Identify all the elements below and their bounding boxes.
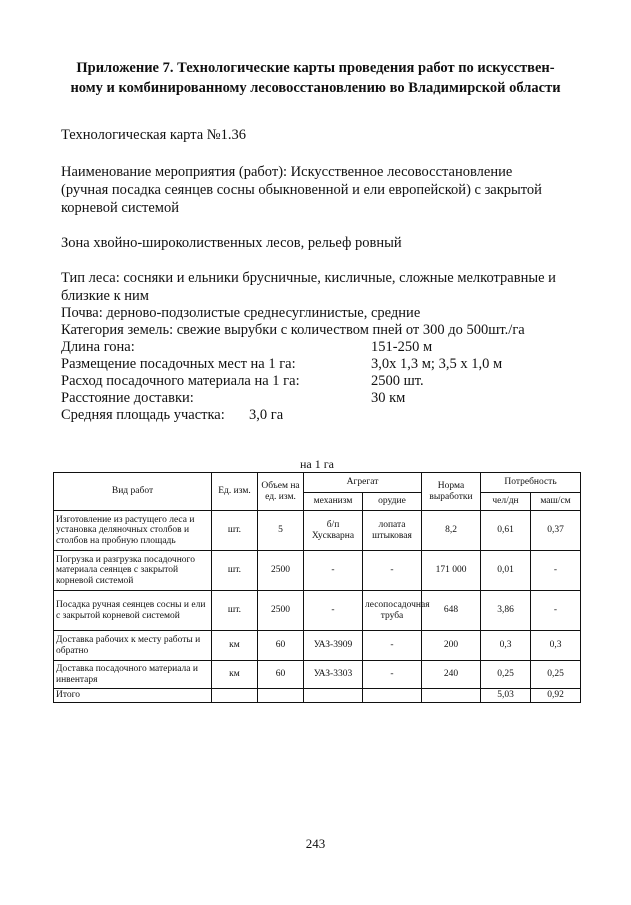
total-label: Итого [54, 689, 212, 703]
header-norm: Норма выработки [422, 473, 481, 511]
works-table [53, 472, 581, 703]
cell-volume: 2500 [258, 591, 304, 631]
soil-line: Почва: дерново-подзолистые среднесуглинистые, средние [61, 305, 421, 321]
param-label: Длина гона: [61, 339, 135, 355]
header-work-type: Вид работ [54, 473, 212, 511]
header-person-days: чел/дн [481, 493, 531, 511]
cell-machine-shifts: 0,37 [531, 511, 581, 551]
empty-cell [422, 689, 481, 703]
cell-person-days: 0,3 [481, 631, 531, 661]
cell-tool: - [363, 631, 422, 661]
cell-volume: 2500 [258, 551, 304, 591]
cell-norm: 200 [422, 631, 481, 661]
zone-line: Зона хвойно-широколиственных лесов, рельеф ровный [61, 235, 402, 251]
param-value: 3,0х 1,3 м; 3,5 х 1,0 м [371, 356, 503, 372]
heading-line-1: Приложение 7. Технологические карты проведения работ по искусствен- [76, 60, 555, 76]
cell-machine-shifts: - [531, 551, 581, 591]
total-row [54, 689, 581, 703]
page-number: 243 [305, 836, 326, 851]
empty-cell [258, 689, 304, 703]
header-need: Потребность [481, 473, 581, 493]
cell-tool: - [363, 661, 422, 689]
cell-unit: шт. [212, 591, 258, 631]
cell-mechanism: УАЗ-3303 [304, 661, 363, 689]
cell-tool: лесопосадочная труба [363, 591, 422, 631]
cell-mechanism: - [304, 551, 363, 591]
cell-person-days: 0,25 [481, 661, 531, 689]
cell-machine-shifts: 0,25 [531, 661, 581, 689]
header-tool: орудие [363, 493, 422, 511]
cell-tool: лопата штыковая [363, 511, 422, 551]
cell-unit: шт. [212, 551, 258, 591]
empty-cell [304, 689, 363, 703]
cell-mechanism: б/п Хускварна [304, 511, 363, 551]
cell-person-days: 3,86 [481, 591, 531, 631]
forest-type-line-2: близкие к ним [61, 288, 149, 304]
cell-work: Посадка ручная сеянцев сосны и ели с закрытой корневой системой [54, 591, 212, 631]
param-value: 151-250 м [371, 339, 433, 355]
param-value: 30 км [371, 390, 406, 406]
event-line-2: (ручная посадка сеянцев сосны обыкновенной и ели европейской) с закрытой [61, 182, 542, 198]
table-row [54, 661, 581, 689]
forest-type-line-1: Тип леса: сосняки и ельники брусничные, кисличные, сложные мелкотравные и [61, 270, 556, 286]
empty-cell [212, 689, 258, 703]
cell-norm: 8,2 [422, 511, 481, 551]
empty-cell [363, 689, 422, 703]
land-category-line: Категория земель: свежие вырубки с количеством пней от 300 до 500шт./га [61, 322, 525, 338]
cell-norm: 648 [422, 591, 481, 631]
header-mechanism: механизм [304, 493, 363, 511]
cell-unit: км [212, 661, 258, 689]
cell-machine-shifts: 0,3 [531, 631, 581, 661]
cell-unit: км [212, 631, 258, 661]
cell-person-days: 0,61 [481, 511, 531, 551]
event-line-1: Наименование мероприятия (работ): Искусственное лесовосстановление [61, 164, 513, 180]
cell-volume: 5 [258, 511, 304, 551]
cell-mechanism: УАЗ-3909 [304, 631, 363, 661]
header-machine-shifts: маш/см [531, 493, 581, 511]
header-unit: Ед. изм. [212, 473, 258, 511]
param-label: Расход посадочного материала на 1 га: [61, 373, 300, 389]
cell-machine-shifts: - [531, 591, 581, 631]
event-line-3: корневой системой [61, 200, 179, 216]
total-machine-shifts: 0,92 [531, 689, 581, 703]
cell-tool: - [363, 551, 422, 591]
param-label: Расстояние доставки: [61, 390, 194, 406]
cell-work: Погрузка и разгрузка посадочного материала сеянцев с закрытой корневой системой [54, 551, 212, 591]
cell-unit: шт. [212, 511, 258, 551]
cell-volume: 60 [258, 631, 304, 661]
cell-work: Доставка посадочного материала и инвентаря [54, 661, 212, 689]
avg-area-value: 3,0 га [249, 407, 284, 423]
cell-person-days: 0,01 [481, 551, 531, 591]
header-aggregate: Агрегат [304, 473, 422, 493]
table-caption: на 1 га [300, 457, 334, 471]
table-row [54, 631, 581, 661]
total-person-days: 5,03 [481, 689, 531, 703]
avg-area-label: Средняя площадь участка: [61, 407, 225, 423]
cell-norm: 171 000 [422, 551, 481, 591]
table-row [54, 551, 581, 591]
param-label: Размещение посадочных мест на 1 га: [61, 356, 296, 372]
header-volume: Объем на ед. изм. [258, 473, 304, 511]
cell-norm: 240 [422, 661, 481, 689]
heading-line-2: ному и комбинированному лесовосстановлению во Владимирской области [70, 80, 561, 96]
cell-work: Изготовление из растущего леса и установка деляночных столбов и столбов на пробную площадь [54, 511, 212, 551]
param-value: 2500 шт. [371, 373, 424, 389]
table-row [54, 511, 581, 551]
cell-mechanism: - [304, 591, 363, 631]
card-title: Технологическая карта №1.36 [61, 127, 246, 143]
cell-volume: 60 [258, 661, 304, 689]
cell-work: Доставка рабочих к месту работы и обратно [54, 631, 212, 661]
table-row [54, 591, 581, 631]
